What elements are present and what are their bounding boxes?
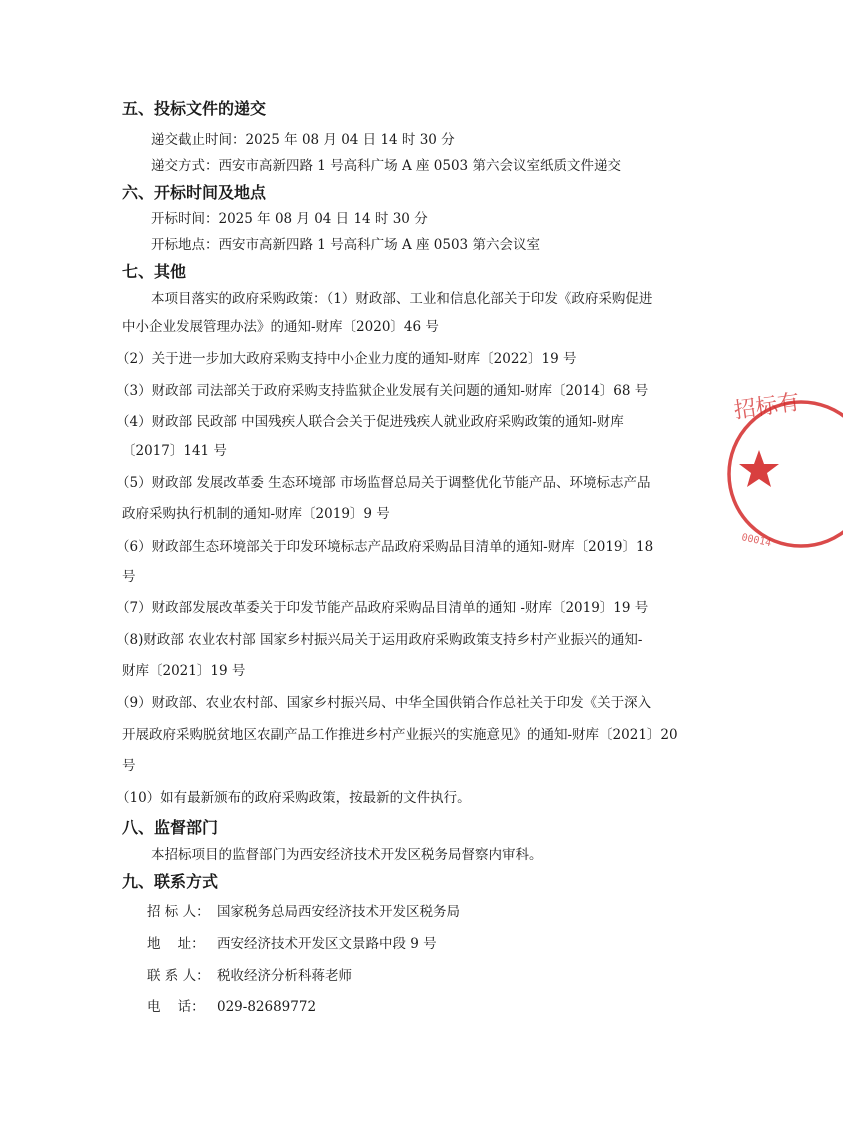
contact-row	[147, 903, 460, 921]
section-heading-5: 五、投标文件的递交	[122, 99, 267, 118]
contact-row	[147, 935, 437, 953]
contact-label: 招 标 人：	[147, 904, 210, 920]
submission-method: 递交方式：西安市高新四路 1 号高科广场 A 座 0503 第六会议室纸质文件递交	[151, 158, 621, 174]
policy-line: （2）关于进一步加大政府采购支持中小企业力度的通知-财库〔2022〕19 号	[116, 351, 577, 367]
supervision-text: 本招标项目的监督部门为西安经济技术开发区税务局督察内审科。	[151, 847, 543, 863]
svg-text:00014: 00014	[740, 532, 773, 550]
section-heading-9: 九、联系方式	[122, 872, 219, 891]
policy-line: 号	[122, 569, 136, 585]
contact-value: 西安经济技术开发区文景路中段 9 号	[217, 936, 437, 952]
policy-line: 号	[122, 758, 136, 774]
policy-line: 开展政府采购脱贫地区农副产品工作推进乡村产业振兴的实施意见》的通知-财库〔2021〕20	[122, 727, 678, 743]
policy-line: （5）财政部 发展改革委 生态环境部 市场监督总局关于调整优化节能产品、环境标志产品	[116, 475, 651, 491]
contact-value: 029-82689772	[217, 999, 317, 1015]
contact-label: 电 话：	[147, 999, 205, 1015]
policy-line: （4）财政部 民政部 中国残疾人联合会关于促进残疾人就业政府采购政策的通知-财库	[116, 414, 624, 430]
svg-text:招标有: 招标有	[732, 389, 802, 424]
contact-row	[147, 967, 352, 985]
policy-line: 中小企业发展管理办法》的通知-财库〔2020〕46 号	[122, 319, 439, 335]
policy-line: 〔2017〕141 号	[122, 443, 227, 459]
official-seal	[723, 388, 843, 563]
policy-line: 政府采购执行机制的通知-财库〔2019〕9 号	[122, 506, 390, 522]
contact-label: 联 系 人：	[147, 968, 210, 984]
contact-value: 税收经济分析科蒋老师	[217, 968, 352, 984]
section-heading-6: 六、开标时间及地点	[122, 183, 267, 202]
section-heading-7: 七、其他	[122, 262, 187, 281]
policy-line: 财库〔2021〕19 号	[122, 663, 246, 679]
section-heading-8: 八、监督部门	[122, 818, 219, 837]
policy-line: （3）财政部 司法部关于政府采购支持监狱企业发展有关问题的通知-财库〔2014〕68 号	[116, 383, 649, 399]
policy-line: （6）财政部生态环境部关于印发环境标志产品政府采购品目清单的通知-财库〔2019〕18	[116, 539, 654, 555]
submission-deadline: 递交截止时间：2025 年 08 月 04 日 14 时 30 分	[151, 132, 455, 148]
star-icon	[739, 450, 779, 487]
policy-line: （7）财政部发展改革委关于印发节能产品政府采购品目清单的通知 -财库〔2019〕19 号	[116, 600, 649, 616]
contact-row	[147, 998, 316, 1016]
policy-line: 本项目落实的政府采购政策：（1）财政部、工业和信息化部关于印发《政府采购促进	[151, 291, 653, 307]
policy-line: （10）如有最新颁布的政府采购政策，按最新的文件执行。	[116, 790, 471, 806]
contact-value: 国家税务总局西安经济技术开发区税务局	[217, 904, 460, 920]
opening-place: 开标地点：西安市高新四路 1 号高科广场 A 座 0503 第六会议室	[151, 237, 540, 253]
seal-graphic	[723, 388, 843, 563]
opening-time: 开标时间：2025 年 08 月 04 日 14 时 30 分	[151, 211, 428, 227]
policy-line: （8)财政部 农业农村部 国家乡村振兴局关于运用政府采购政策支持乡村产业振兴的通知-	[116, 632, 643, 648]
policy-line: （9）财政部、农业农村部、国家乡村振兴局、中华全国供销合作总社关于印发《关于深入	[116, 695, 652, 711]
contact-label: 地 址：	[147, 936, 205, 952]
